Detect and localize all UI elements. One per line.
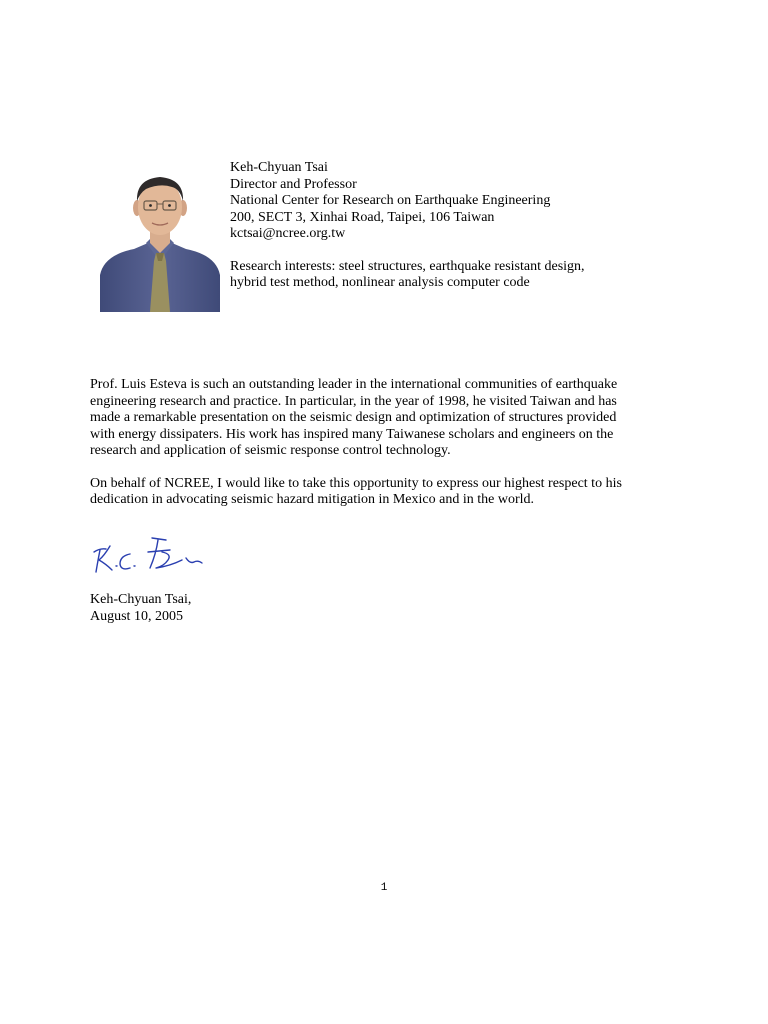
author-email: kctsai@ncree.org.tw [230, 226, 346, 241]
paragraph-2-line: On behalf of NCREE, I would like to take this opportunity to express our highest respect to his [90, 475, 622, 491]
handwritten-signature [90, 530, 210, 580]
closing-block [90, 592, 191, 625]
paragraph-1-line: made a remarkable presentation on the seismic design and optimization of structures provided [90, 410, 617, 425]
paragraph-1-line: engineering research and practice. In particular, in the year of 1998, he visited Taiwan and has [90, 393, 617, 409]
portrait-photo [100, 163, 220, 312]
research-interests-line-1: Research interests: steel structures, earthquake resistant design, [230, 258, 585, 274]
paragraph-1 [90, 377, 680, 460]
paragraph-2 [90, 476, 680, 509]
page-number: 1 [380, 882, 388, 894]
paragraph-1-line: research and application of seismic response control technology. [90, 443, 451, 458]
paragraph-1-line: with energy dissipaters. His work has inspired many Taiwanese scholars and engineers on the [90, 426, 614, 442]
author-address: 200, SECT 3, Xinhai Road, Taipei, 106 Taiwan [230, 209, 495, 225]
spacer [230, 243, 585, 259]
research-interests-line-2: hybrid test method, nonlinear analysis computer code [230, 275, 530, 290]
author-title: Director and Professor [230, 176, 357, 192]
closing-date: August 10, 2005 [90, 608, 183, 624]
paragraph-2-line: dedication in advocating seismic hazard mitigation in Mexico and in the world. [90, 492, 534, 507]
author-organization: National Center for Research on Earthquake Engineering [230, 193, 551, 208]
author-name: Keh-Chyuan Tsai [230, 160, 328, 175]
contact-block [230, 160, 585, 292]
closing-name: Keh-Chyuan Tsai, [90, 592, 192, 607]
paragraph-1-line: Prof. Luis Esteva is such an outstanding leader in the international communities of earthquake [90, 377, 618, 392]
letter-body [90, 377, 680, 525]
